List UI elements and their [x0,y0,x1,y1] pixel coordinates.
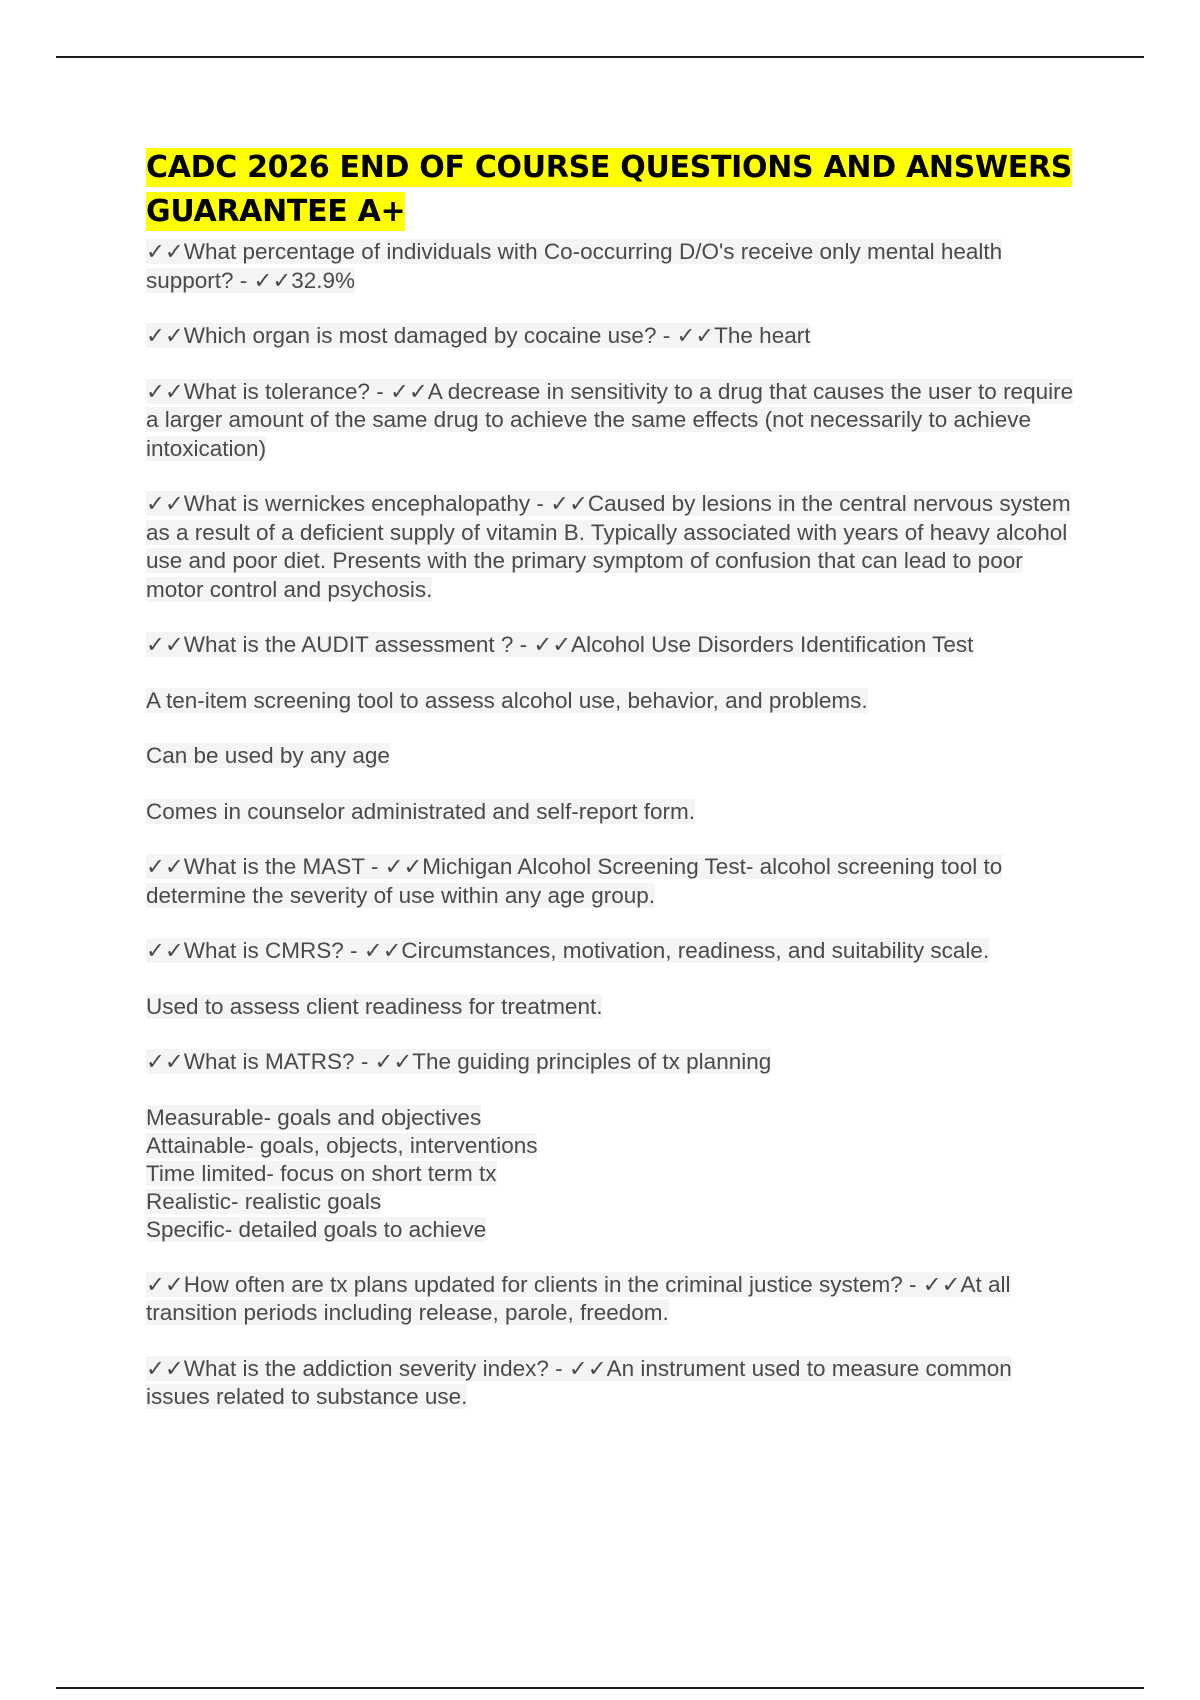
qa-item [146,631,1076,660]
qa-text: ✓✓What percentage of individuals with Co-occurring D/O's receive only mental health support? - ✓✓32.9% [146,239,1003,293]
qa-item [146,853,1076,910]
document-body [146,146,1076,1439]
qa-text: ✓✓What is the MAST - ✓✓Michigan Alcohol Screening Test- alcohol screening tool to determine the severity of use within any age group. [146,854,1003,908]
qa-text: ✓✓How often are tx plans updated for clients in the criminal justice system? - ✓✓At all transition periods including release, parole, freedom. [146,1271,1011,1325]
qa-item [146,937,1076,966]
matrs-list-item [146,1216,1076,1244]
qa-text: ✓✓What is tolerance? - ✓✓A decrease in sensitivity to a drug that causes the user to require a larger amount of the same drug to achieve the same effects (not necessarily to achieve intoxication) [146,378,1074,461]
matrs-list-item [146,1104,1076,1132]
title-line-1: CADC 2026 END OF COURSE QUESTIONS AND ANSWERS [146,150,1073,185]
matrs-list-text: Realistic- realistic goals [146,1188,382,1214]
qa-text: ✓✓What is CMRS? - ✓✓Circumstances, motivation, readiness, and suitability scale. [146,938,990,963]
bottom-rule [56,1687,1144,1689]
answer-detail [146,687,1076,716]
qa-text: ✓✓What is the AUDIT assessment ? - ✓✓Alcohol Use Disorders Identification Test [146,632,974,657]
matrs-list-item [146,1188,1076,1216]
matrs-list-text: Specific- detailed goals to achieve [146,1216,487,1242]
document-title [146,146,1076,234]
answer-detail [146,993,1076,1022]
qa-text: ✓✓What is wernickes encephalopathy - ✓✓Caused by lesions in the central nervous system as a result of a deficient supply of vitamin B. Typically associated with years of heavy alcohol use and poor diet. Presents with the primary symptom of confusion that can lead to poor motor control and psychosis. [146,491,1071,602]
qa-item [146,490,1076,604]
qa-item [146,378,1076,464]
matrs-list-item [146,1160,1076,1188]
answer-detail [146,798,1076,827]
qa-item [146,1355,1076,1412]
detail-text: Comes in counselor administrated and self-report form. [146,798,695,824]
qa-item [146,1048,1076,1077]
matrs-list [146,1104,1076,1244]
matrs-list-text: Measurable- goals and objectives [146,1104,482,1130]
answer-detail [146,742,1076,771]
matrs-list-text: Attainable- goals, objects, interventions [146,1132,538,1158]
qa-text: ✓✓What is the addiction severity index? - ✓✓An instrument used to measure common issues related to substance use. [146,1355,1012,1409]
qa-item [146,1271,1076,1328]
qa-item [146,322,1076,351]
matrs-list-text: Time limited- focus on short term tx [146,1160,497,1186]
detail-text: Used to assess client readiness for treatment. [146,993,603,1019]
qa-item [146,238,1076,295]
matrs-list-item [146,1132,1076,1160]
title-line-2: GUARANTEE A+ [146,194,406,229]
qa-text: ✓✓Which organ is most damaged by cocaine use? - ✓✓The heart [146,323,811,348]
top-rule [56,56,1144,58]
qa-text: ✓✓What is MATRS? - ✓✓The guiding principles of tx planning [146,1049,772,1074]
detail-text: Can be used by any age [146,743,390,768]
detail-text: A ten-item screening tool to assess alcohol use, behavior, and problems. [146,687,868,713]
